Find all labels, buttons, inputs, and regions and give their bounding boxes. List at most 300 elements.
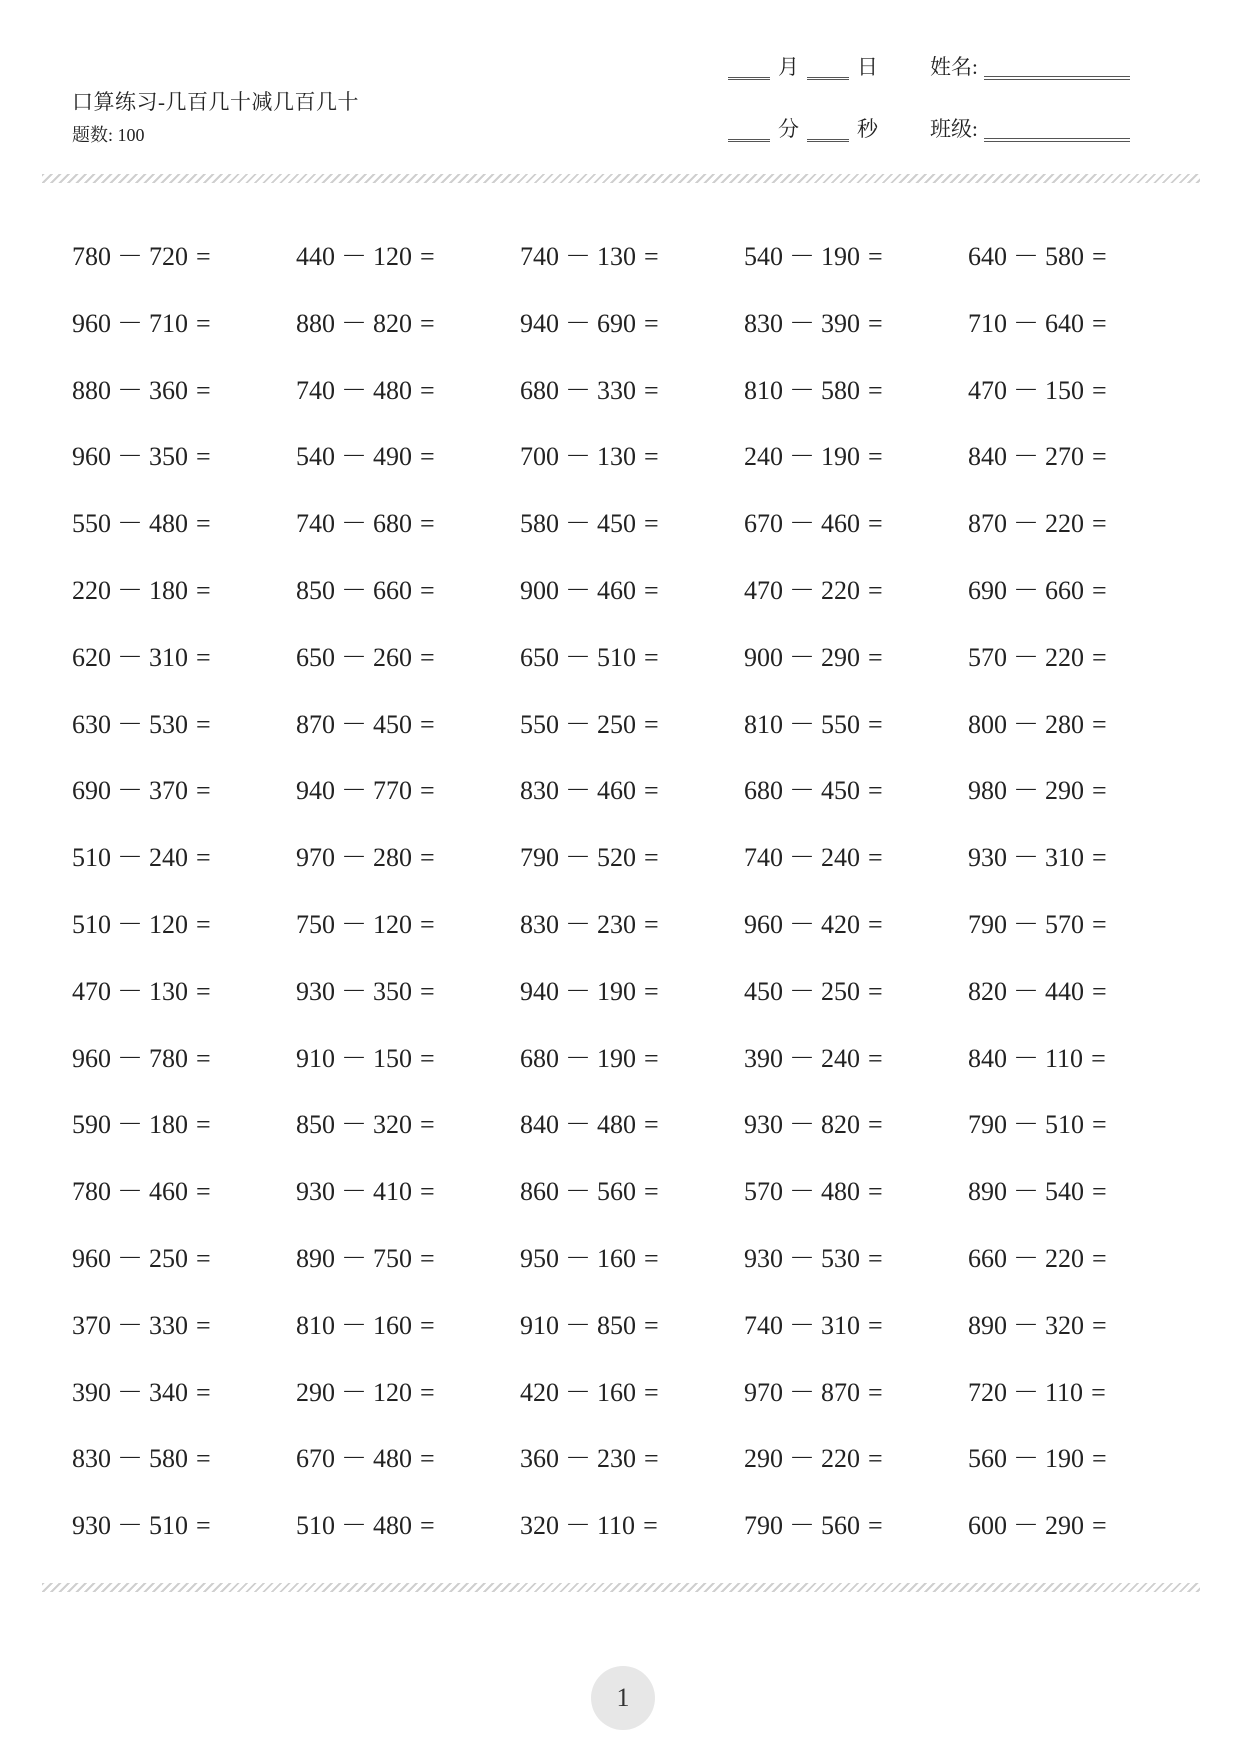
minuend: 780 (72, 242, 111, 271)
minuend: 960 (72, 1043, 111, 1073)
minuend: 880 (296, 308, 335, 338)
subtrahend: 780 (149, 1043, 189, 1073)
subtrahend: 340 (149, 1377, 189, 1407)
subtrahend: 480 (373, 1444, 413, 1474)
equals-sign: = (196, 843, 211, 873)
math-problem (72, 504, 296, 571)
minuend: 620 (72, 642, 111, 672)
minus-sign: － (117, 709, 144, 739)
minuend: 680 (744, 776, 783, 806)
minus-sign: － (341, 976, 368, 1006)
equals-sign: = (1091, 1043, 1106, 1073)
worksheet-title: 口算练习-几百几十减几百几十 (72, 90, 359, 114)
math-problem (520, 1105, 744, 1172)
equals-sign: = (868, 642, 883, 672)
page-number: 1 (591, 1666, 655, 1730)
math-problem (296, 771, 520, 838)
minuend: 570 (968, 642, 1007, 672)
math-problem (296, 371, 520, 438)
subtrahend: 850 (597, 1310, 637, 1340)
math-problem (520, 1039, 744, 1106)
minus-sign: － (1013, 1444, 1040, 1474)
minus-sign: － (117, 308, 144, 338)
subtrahend: 680 (373, 509, 413, 539)
minus-sign: － (341, 509, 368, 539)
minus-sign: － (789, 442, 816, 472)
minus-sign: － (1013, 1377, 1040, 1407)
subtrahend: 520 (597, 843, 637, 873)
subtrahend: 120 (373, 1377, 413, 1407)
math-problem (744, 838, 968, 905)
equals-sign: = (196, 1043, 211, 1073)
subtrahend: 510 (597, 642, 637, 672)
minus-sign: － (1013, 1043, 1040, 1073)
subtrahend: 160 (373, 1310, 413, 1340)
minuend: 450 (744, 976, 783, 1006)
equals-sign: = (1092, 843, 1107, 873)
minuend: 970 (296, 843, 335, 873)
minus-sign: － (1013, 375, 1040, 405)
math-problem (744, 237, 968, 304)
math-problem (296, 838, 520, 905)
minuend: 690 (72, 776, 111, 806)
minute-blank[interactable] (728, 139, 770, 142)
minus-sign: － (565, 442, 592, 472)
math-problem (968, 1439, 1192, 1506)
math-problem (296, 237, 520, 304)
subtrahend: 320 (1045, 1310, 1085, 1340)
minuend: 840 (968, 1043, 1007, 1073)
subtrahend: 230 (597, 909, 637, 939)
day-blank[interactable] (807, 77, 849, 80)
math-problem (520, 1439, 744, 1506)
equals-sign: = (868, 1310, 883, 1340)
minus-sign: － (341, 1511, 368, 1541)
minus-sign: － (789, 308, 816, 338)
subtrahend: 160 (597, 1377, 637, 1407)
name-blank[interactable] (984, 76, 1130, 80)
math-problem (72, 571, 296, 638)
math-problem (968, 1506, 1192, 1573)
minuend: 420 (520, 1377, 559, 1407)
minuend: 950 (520, 1243, 559, 1273)
subtrahend: 130 (597, 442, 637, 472)
minus-sign: － (341, 709, 368, 739)
minus-sign: － (565, 976, 592, 1006)
math-problem (744, 571, 968, 638)
minus-sign: － (117, 575, 144, 605)
minus-sign: － (1013, 1177, 1040, 1207)
minuend: 390 (744, 1043, 783, 1073)
minuend: 810 (744, 375, 783, 405)
equals-sign: = (196, 1444, 211, 1474)
subtrahend: 450 (821, 776, 861, 806)
subtrahend: 870 (821, 1377, 861, 1407)
subtrahend: 310 (821, 1310, 861, 1340)
equals-sign: = (868, 1243, 883, 1273)
math-problem (968, 504, 1192, 571)
math-problem (72, 237, 296, 304)
equals-sign: = (868, 976, 883, 1006)
minuend: 690 (968, 575, 1007, 605)
equals-sign: = (1092, 976, 1107, 1006)
minuend: 890 (968, 1310, 1007, 1340)
math-problem (72, 1039, 296, 1106)
minuend: 790 (744, 1511, 783, 1541)
minus-sign: － (341, 843, 368, 873)
minus-sign: － (789, 1511, 816, 1541)
subtrahend: 260 (373, 642, 413, 672)
minus-sign: － (565, 509, 592, 539)
minus-sign: － (117, 509, 144, 539)
math-problem (520, 1373, 744, 1440)
minuend: 700 (520, 442, 559, 472)
math-problem (520, 437, 744, 504)
minus-sign: － (117, 1511, 144, 1541)
math-problem (968, 1373, 1192, 1440)
subtrahend: 440 (1045, 976, 1085, 1006)
equals-sign: = (1092, 1177, 1107, 1207)
minuend: 960 (72, 442, 111, 472)
equals-sign: = (420, 1511, 435, 1541)
minus-sign: － (789, 1043, 816, 1073)
math-problem (968, 838, 1192, 905)
math-problem (744, 1506, 968, 1573)
equals-sign: = (868, 1110, 883, 1140)
minuend: 590 (72, 1110, 111, 1140)
minuend: 570 (744, 1177, 783, 1207)
equals-sign: = (644, 1177, 659, 1207)
minute-label: 分 (778, 117, 799, 141)
equals-sign: = (1092, 776, 1107, 806)
subtrahend: 560 (597, 1177, 637, 1207)
minus-sign: － (117, 1377, 144, 1407)
minuend: 440 (296, 242, 335, 271)
subtrahend: 290 (1045, 1511, 1085, 1541)
minus-sign: － (341, 1043, 368, 1073)
top-divider (42, 174, 1200, 183)
math-problem (968, 237, 1192, 304)
math-problem (744, 1039, 968, 1106)
equals-sign: = (420, 1177, 435, 1207)
minuend: 540 (744, 242, 783, 271)
subtrahend: 130 (149, 976, 189, 1006)
equals-sign: = (868, 1043, 883, 1073)
equals-sign: = (644, 1043, 659, 1073)
subtrahend: 250 (821, 976, 861, 1006)
equals-sign: = (868, 375, 883, 405)
subtrahend: 510 (1045, 1110, 1085, 1140)
minuend: 880 (72, 375, 111, 405)
minus-sign: － (789, 509, 816, 539)
month-label: 月 (778, 55, 799, 79)
subtrahend: 820 (373, 308, 413, 338)
equals-sign: = (868, 909, 883, 939)
subtrahend: 280 (1045, 709, 1085, 739)
math-problem (520, 237, 744, 304)
minus-sign: － (789, 642, 816, 672)
subtrahend: 190 (597, 976, 637, 1006)
subtrahend: 450 (373, 709, 413, 739)
equals-sign: = (644, 709, 659, 739)
math-problem (520, 771, 744, 838)
minus-sign: － (789, 709, 816, 739)
subtrahend: 310 (1045, 843, 1085, 873)
equals-sign: = (1091, 1377, 1106, 1407)
minus-sign: － (117, 1444, 144, 1474)
math-problem (72, 1373, 296, 1440)
equals-sign: = (420, 1243, 435, 1273)
minuend: 650 (520, 642, 559, 672)
minus-sign: － (565, 1377, 592, 1407)
minuend: 470 (744, 575, 783, 605)
subtrahend: 370 (149, 776, 189, 806)
minus-sign: － (789, 575, 816, 605)
minuend: 290 (296, 1377, 335, 1407)
subtrahend: 330 (149, 1310, 189, 1340)
math-problem (968, 972, 1192, 1039)
equals-sign: = (868, 1377, 883, 1407)
subtrahend: 480 (821, 1177, 861, 1207)
equals-sign: = (1092, 1243, 1107, 1273)
minuend: 840 (520, 1110, 559, 1140)
subtrahend: 220 (1045, 509, 1085, 539)
minuend: 740 (744, 1310, 783, 1340)
subtrahend: 220 (821, 1444, 861, 1474)
math-problem (744, 771, 968, 838)
equals-sign: = (420, 1310, 435, 1340)
minuend: 980 (968, 776, 1007, 806)
minuend: 890 (296, 1243, 335, 1273)
minus-sign: － (117, 909, 144, 939)
math-problem (296, 1306, 520, 1373)
equals-sign: = (420, 242, 435, 271)
subtrahend: 770 (373, 776, 413, 806)
equals-sign: = (1092, 1310, 1107, 1340)
equals-sign: = (644, 1444, 659, 1474)
minus-sign: － (1013, 1243, 1040, 1273)
subtrahend: 150 (373, 1043, 413, 1073)
equals-sign: = (420, 709, 435, 739)
minuend: 370 (72, 1310, 111, 1340)
equals-sign: = (868, 575, 883, 605)
math-problem (72, 1439, 296, 1506)
minus-sign: － (565, 1110, 592, 1140)
subtrahend: 250 (149, 1243, 189, 1273)
subtrahend: 530 (821, 1243, 861, 1273)
minuend: 670 (296, 1444, 335, 1474)
equals-sign: = (196, 1110, 211, 1140)
subtrahend: 570 (1045, 909, 1085, 939)
minus-sign: － (341, 1377, 368, 1407)
equals-sign: = (644, 1377, 659, 1407)
equals-sign: = (868, 308, 883, 338)
minus-sign: － (117, 375, 144, 405)
class-label: 班级: (930, 117, 978, 141)
subtrahend: 220 (1045, 1243, 1085, 1273)
subtrahend: 230 (597, 1444, 637, 1474)
subtrahend: 220 (821, 575, 861, 605)
minuend: 930 (744, 1243, 783, 1273)
equals-sign: = (196, 509, 211, 539)
minus-sign: － (341, 1110, 368, 1140)
equals-sign: = (1092, 308, 1107, 338)
minus-sign: － (565, 776, 592, 806)
minuend: 960 (744, 909, 783, 939)
math-problem (296, 638, 520, 705)
minuend: 960 (72, 308, 111, 338)
subtrahend: 660 (1045, 575, 1085, 605)
subtrahend: 180 (149, 1110, 189, 1140)
math-problem (520, 972, 744, 1039)
math-problem (968, 705, 1192, 772)
subtrahend: 530 (149, 709, 189, 739)
equals-sign: = (196, 909, 211, 939)
subtrahend: 450 (597, 509, 637, 539)
minus-sign: － (117, 776, 144, 806)
minus-sign: － (565, 575, 592, 605)
minus-sign: － (1013, 976, 1040, 1006)
second-blank[interactable] (807, 139, 849, 142)
equals-sign: = (420, 843, 435, 873)
subtrahend: 820 (821, 1110, 861, 1140)
math-problem (72, 1506, 296, 1573)
subtrahend: 690 (597, 308, 637, 338)
subtrahend: 750 (373, 1243, 413, 1273)
minus-sign: － (565, 909, 592, 939)
minuend: 890 (968, 1177, 1007, 1207)
minuend: 820 (968, 976, 1007, 1006)
minuend: 630 (72, 709, 111, 739)
minus-sign: － (565, 308, 592, 338)
math-problem (72, 905, 296, 972)
minuend: 550 (72, 509, 111, 539)
subtrahend: 640 (1045, 308, 1085, 338)
minuend: 240 (744, 442, 783, 472)
math-problem (520, 638, 744, 705)
equals-sign: = (868, 1177, 883, 1207)
math-problem (520, 571, 744, 638)
minus-sign: － (1013, 776, 1040, 806)
minus-sign: － (1013, 709, 1040, 739)
math-problem (968, 1039, 1192, 1106)
minus-sign: － (341, 1310, 368, 1340)
equals-sign: = (644, 308, 659, 338)
subtrahend: 290 (1045, 776, 1085, 806)
subtrahend: 240 (821, 1043, 861, 1073)
minuend: 940 (520, 308, 559, 338)
class-blank[interactable] (984, 138, 1130, 142)
equals-sign: = (644, 843, 659, 873)
equals-sign: = (868, 1511, 883, 1541)
minus-sign: － (565, 1511, 592, 1541)
subtrahend: 460 (821, 509, 861, 539)
minuend: 290 (744, 1444, 783, 1474)
math-problem (520, 905, 744, 972)
minuend: 830 (520, 909, 559, 939)
minus-sign: － (789, 1444, 816, 1474)
subtrahend: 710 (149, 308, 189, 338)
equals-sign: = (1092, 1444, 1107, 1474)
subtrahend: 240 (821, 843, 861, 873)
math-problem (72, 838, 296, 905)
month-blank[interactable] (728, 77, 770, 80)
math-problem (744, 1239, 968, 1306)
subtrahend: 110 (1045, 1377, 1084, 1407)
minuend: 360 (520, 1444, 559, 1474)
math-problem (744, 638, 968, 705)
equals-sign: = (644, 575, 659, 605)
name-label: 姓名: (930, 55, 978, 79)
minuend: 900 (744, 642, 783, 672)
minuend: 470 (72, 976, 111, 1006)
time-class-row (728, 113, 1148, 143)
equals-sign: = (1092, 375, 1107, 405)
minuend: 510 (296, 1511, 335, 1541)
equals-sign: = (1092, 1511, 1107, 1541)
minuend: 220 (72, 575, 111, 605)
subtrahend: 720 (149, 242, 189, 271)
equals-sign: = (1092, 909, 1107, 939)
minus-sign: － (565, 709, 592, 739)
subtrahend: 550 (821, 709, 861, 739)
problem-count-value: 100 (117, 125, 145, 145)
equals-sign: = (643, 1511, 658, 1541)
minuend: 470 (968, 375, 1007, 405)
subtrahend: 280 (373, 843, 413, 873)
minus-sign: － (565, 1043, 592, 1073)
minuend: 930 (72, 1511, 111, 1541)
minus-sign: － (117, 1310, 144, 1340)
minus-sign: － (341, 242, 368, 271)
minus-sign: － (1013, 308, 1040, 338)
math-problem (72, 1172, 296, 1239)
equals-sign: = (1092, 1110, 1107, 1140)
subtrahend: 350 (149, 442, 189, 472)
subtrahend: 560 (821, 1511, 861, 1541)
subtrahend: 240 (149, 843, 189, 873)
minus-sign: － (789, 375, 816, 405)
math-problem (968, 1239, 1192, 1306)
equals-sign: = (868, 843, 883, 873)
equals-sign: = (196, 709, 211, 739)
minuend: 750 (296, 909, 335, 939)
equals-sign: = (644, 242, 659, 271)
minus-sign: － (341, 1444, 368, 1474)
equals-sign: = (868, 776, 883, 806)
equals-sign: = (1092, 642, 1107, 672)
equals-sign: = (644, 976, 659, 1006)
math-problem (968, 638, 1192, 705)
subtrahend: 120 (373, 909, 413, 939)
minus-sign: － (1013, 1310, 1040, 1340)
equals-sign: = (644, 642, 659, 672)
math-problem (744, 905, 968, 972)
equals-sign: = (644, 1243, 659, 1273)
subtrahend: 180 (149, 575, 189, 605)
math-problem (968, 571, 1192, 638)
equals-sign: = (420, 976, 435, 1006)
math-problem (72, 437, 296, 504)
problem-grid (72, 237, 1192, 1573)
math-problem (744, 1373, 968, 1440)
math-problem (520, 1239, 744, 1306)
subtrahend: 190 (821, 442, 861, 472)
math-problem (520, 371, 744, 438)
math-problem (744, 504, 968, 571)
equals-sign: = (196, 1377, 211, 1407)
equals-sign: = (196, 1243, 211, 1273)
